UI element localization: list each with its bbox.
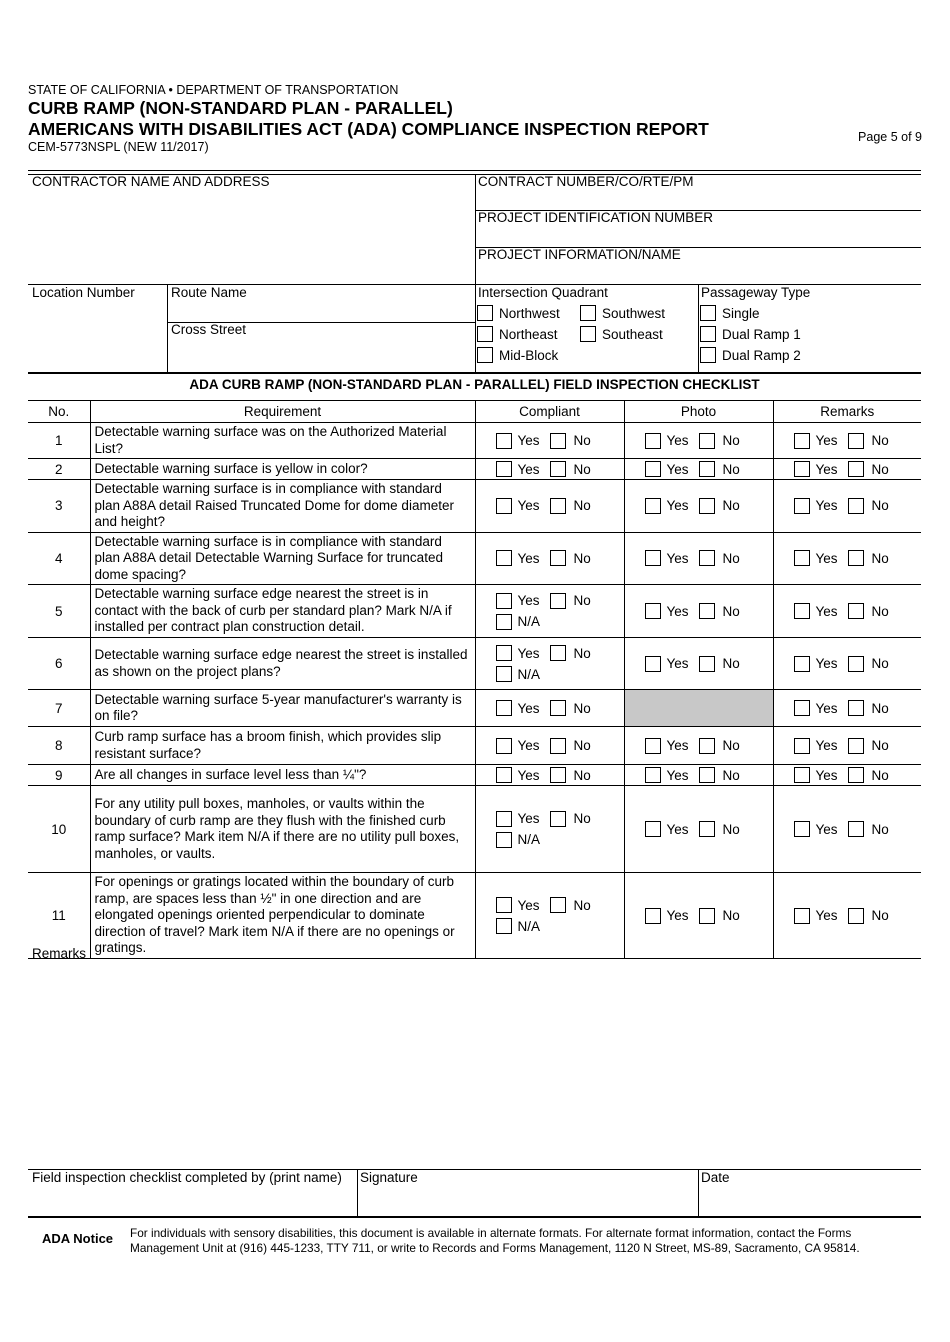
photo-cell [624, 480, 773, 533]
item-7-remarks-yes-no-group [774, 700, 922, 716]
item-3-photo-yes-no-group [625, 498, 773, 514]
item-6-remarks-yes-no-group [774, 656, 922, 672]
item-6-photo-yes-checkbox-icon[interactable] [645, 656, 661, 672]
checklist-body [28, 423, 921, 959]
item-10-compliant-yes-no-na-group [476, 808, 624, 850]
item-5-compliant-na-label: N/A [517, 614, 541, 629]
item-9-compliant-no-checkbox-icon[interactable] [550, 767, 566, 783]
item-6-remarks-no-label: No [871, 656, 889, 671]
item-5-compliant-yes-label: Yes [517, 593, 540, 608]
item-2-photo-no-checkbox-icon[interactable] [699, 461, 715, 477]
item-8-compliant-yes-no-group [476, 738, 624, 754]
item-11-photo-no-checkbox-icon[interactable] [699, 908, 715, 924]
remarks-label: Remarks [32, 946, 87, 961]
item-8-compliant-no-checkbox-icon[interactable] [550, 738, 566, 754]
item-10-remarks-yes-no-group [774, 821, 922, 837]
item-requirement: Detectable warning surface is in compliance with standard plan A88A detail Raised Truncated Dome for dome diameter and height? [90, 480, 475, 533]
passageway-dual-ramp-1-option[interactable]: Dual Ramp 1 [700, 326, 801, 342]
item-7-compliant-yes-no-group [476, 700, 624, 716]
remarks-cell [773, 532, 921, 585]
item-10-remarks-yes-label: Yes [815, 821, 838, 837]
checkbox-icon[interactable] [580, 305, 596, 321]
item-7-remarks-no-label: No [871, 700, 889, 716]
item-2-compliant-yes-label: Yes [517, 461, 540, 477]
item-1-photo-yes-label: Yes [666, 433, 689, 448]
item-7-compliant-no-label: No [573, 700, 591, 716]
item-4-remarks-yes-label: Yes [815, 550, 838, 566]
item-3-compliant-no-checkbox-icon[interactable] [550, 498, 566, 514]
checklist-row [28, 765, 921, 786]
quadrant-northwest-option[interactable]: Northwest [477, 305, 560, 321]
item-requirement: Detectable warning surface was on the Authorized Material List? [90, 423, 475, 459]
checkbox-icon[interactable] [477, 347, 493, 363]
column-header-photo: Photo [624, 401, 773, 423]
item-10-compliant-na-label: N/A [517, 832, 541, 847]
photo-cell [624, 423, 773, 459]
item-11-compliant-no-checkbox-icon[interactable] [550, 897, 566, 913]
item-requirement: Are all changes in surface level less than ¼"? [90, 765, 475, 786]
signoff-divider-2 [698, 1169, 699, 1216]
quadrant-midblock-option[interactable]: Mid-Block [477, 347, 558, 363]
item-7-remarks-no-checkbox-icon[interactable] [848, 700, 864, 716]
item-number: 7 [28, 690, 90, 727]
item-4-photo-yes-checkbox-icon[interactable] [645, 550, 661, 566]
item-number: 9 [28, 765, 90, 786]
quadrant-southeast-option[interactable]: Southeast [580, 326, 663, 342]
item-3-remarks-yes-label: Yes [815, 498, 838, 514]
item-1-compliant-yes-no-group [476, 433, 624, 449]
item-8-remarks-yes-no-group [774, 738, 922, 754]
remarks-cell [773, 765, 921, 786]
item-9-remarks-no-checkbox-icon[interactable] [848, 767, 864, 783]
item-4-remarks-yes-checkbox-icon[interactable] [794, 550, 810, 566]
item-requirement: For openings or gratings located within the boundary of curb ramp, are spaces less than ½" in one direction and are elongated openings oriented perpendicular to dominate direction of travel? Mark item N/A if there are no openings or gratings. [90, 873, 475, 959]
item-5-remarks-yes-label: Yes [815, 603, 838, 619]
item-6-remarks-yes-label: Yes [815, 656, 838, 671]
photo-cell [624, 727, 773, 765]
form-title-line2: AMERICANS WITH DISABILITIES ACT (ADA) COMPLIANCE INSPECTION REPORT [28, 119, 709, 139]
item-9-photo-yes-checkbox-icon[interactable] [645, 767, 661, 783]
item-6-photo-no-checkbox-icon[interactable] [699, 656, 715, 672]
signature-field[interactable]: Signature [360, 1170, 418, 1185]
compliant-cell [475, 480, 624, 533]
item-9-remarks-yes-checkbox-icon[interactable] [794, 767, 810, 783]
checklist-row [28, 423, 921, 459]
item-11-compliant-yes-no-na-group [476, 895, 624, 937]
checkbox-icon[interactable] [700, 347, 716, 363]
checkbox-icon[interactable] [700, 326, 716, 342]
item-1-compliant-no-label: No [573, 433, 591, 448]
checklist-title-rule [28, 372, 921, 374]
item-10-remarks-no-checkbox-icon[interactable] [848, 821, 864, 837]
item-2-compliant-yes-no-group [476, 461, 624, 477]
photo-cell [624, 765, 773, 786]
item-5-remarks-no-label: No [871, 603, 889, 619]
item-9-remarks-yes-label: Yes [815, 767, 838, 783]
item-9-remarks-yes-no-group [774, 767, 922, 783]
item-11-remarks-no-label: No [871, 908, 889, 923]
completed-by-field[interactable]: Field inspection checklist completed by (print name) [32, 1170, 342, 1185]
item-10-photo-yes-no-group [625, 821, 773, 837]
item-1-photo-no-checkbox-icon[interactable] [699, 433, 715, 449]
item-6-photo-yes-no-group [625, 656, 773, 672]
remarks-cell [773, 786, 921, 873]
remarks-cell [773, 690, 921, 727]
item-5-remarks-yes-checkbox-icon[interactable] [794, 603, 810, 619]
item-3-remarks-yes-checkbox-icon[interactable] [794, 498, 810, 514]
item-9-compliant-yes-no-group [476, 767, 624, 783]
item-4-compliant-yes-no-group [476, 550, 624, 566]
item-10-remarks-no-label: No [871, 821, 889, 837]
checklist-row [28, 480, 921, 533]
item-1-remarks-yes-no-group [774, 433, 922, 449]
compliant-cell [475, 459, 624, 480]
item-4-remarks-yes-no-group [774, 550, 922, 566]
item-9-compliant-yes-label: Yes [517, 767, 540, 783]
ada-notice-text: For individuals with sensory disabilities, this document is available in alternate formats. For alternate format information, contact the Forms Management Unit at (916) 445-1233, TTY 711, or write to Records and Forms Management, 1120 N Street, MS-89, Sacramento, CA 95814. [130, 1226, 860, 1255]
quadrant-southwest-option[interactable]: Southwest [580, 305, 665, 321]
item-requirement: Detectable warning surface edge nearest the street is in contact with the back of curb per standard plan? Mark N/A if installed per contract plan construction detail. [90, 585, 475, 638]
ada-notice-title: ADA Notice [42, 1231, 114, 1246]
item-6-remarks-no-checkbox-icon[interactable] [848, 656, 864, 672]
item-4-photo-yes-no-group [625, 550, 773, 566]
item-2-compliant-yes-checkbox-icon[interactable] [496, 461, 512, 477]
item-2-remarks-yes-no-group [774, 461, 922, 477]
column-header-compliant: Compliant [475, 401, 624, 423]
item-number: 6 [28, 638, 90, 690]
item-2-photo-yes-no-group [625, 461, 773, 477]
item-3-photo-yes-checkbox-icon[interactable] [645, 498, 661, 514]
location-number-field[interactable]: Location Number [32, 285, 135, 300]
item-6-compliant-no-label: No [573, 645, 591, 661]
item-6-compliant-na-checkbox-icon[interactable] [496, 666, 512, 682]
item-1-photo-no-label: No [722, 433, 740, 448]
item-5-photo-no-checkbox-icon[interactable] [699, 603, 715, 619]
passageway-divider [698, 284, 699, 373]
item-5-photo-yes-no-group [625, 603, 773, 619]
contract-number-field[interactable]: CONTRACT NUMBER/CO/RTE/PM [478, 174, 694, 189]
remarks-cell [773, 638, 921, 690]
item-5-compliant-na-checkbox-icon[interactable] [496, 614, 512, 630]
item-10-compliant-no-label: No [573, 811, 591, 826]
item-11-remarks-yes-checkbox-icon[interactable] [794, 908, 810, 924]
item-10-photo-yes-label: Yes [666, 821, 689, 837]
passageway-single-option[interactable]: Single [700, 305, 760, 321]
photo-cell [624, 638, 773, 690]
item-11-photo-yes-label: Yes [666, 908, 689, 923]
item-3-compliant-yes-label: Yes [517, 498, 540, 514]
item-8-photo-no-label: No [722, 738, 740, 753]
item-9-compliant-yes-checkbox-icon[interactable] [496, 767, 512, 783]
item-10-photo-no-label: No [722, 821, 740, 837]
item-11-compliant-na-checkbox-icon[interactable] [496, 918, 512, 934]
item-2-photo-no-label: No [722, 461, 740, 477]
item-11-remarks-yes-no-group [774, 908, 922, 924]
item-3-remarks-no-checkbox-icon[interactable] [848, 498, 864, 514]
item-1-remarks-no-label: No [871, 433, 889, 448]
remarks-cell [773, 585, 921, 638]
notice-rule [28, 1216, 921, 1218]
item-11-photo-yes-checkbox-icon[interactable] [645, 908, 661, 924]
item-8-compliant-no-label: No [573, 738, 591, 753]
column-header-no: No. [28, 401, 90, 423]
item-9-photo-no-checkbox-icon[interactable] [699, 767, 715, 783]
item-2-remarks-yes-checkbox-icon[interactable] [794, 461, 810, 477]
item-1-remarks-yes-label: Yes [815, 433, 838, 448]
compliant-cell [475, 765, 624, 786]
cross-street-field[interactable]: Cross Street [171, 322, 247, 337]
item-6-compliant-no-checkbox-icon[interactable] [550, 645, 566, 661]
item-4-compliant-yes-checkbox-icon[interactable] [496, 550, 512, 566]
compliant-cell [475, 690, 624, 727]
item-1-compliant-yes-checkbox-icon[interactable] [496, 433, 512, 449]
remarks-cell [773, 459, 921, 480]
item-5-photo-yes-checkbox-icon[interactable] [645, 603, 661, 619]
intersection-quadrant-label: Intersection Quadrant [478, 285, 608, 300]
item-2-photo-yes-checkbox-icon[interactable] [645, 461, 661, 477]
item-8-remarks-yes-checkbox-icon[interactable] [794, 738, 810, 754]
item-6-remarks-yes-checkbox-icon[interactable] [794, 656, 810, 672]
checklist-row [28, 690, 921, 727]
item-8-remarks-no-label: No [871, 738, 889, 753]
compliant-cell [475, 727, 624, 765]
page-number: Page 5 of 9 [858, 130, 922, 144]
checklist-header-row [28, 401, 921, 423]
item-6-compliant-yes-label: Yes [517, 645, 540, 661]
item-6-compliant-na-label: N/A [517, 666, 541, 682]
item-11-compliant-no-label: No [573, 897, 591, 913]
item-10-remarks-yes-checkbox-icon[interactable] [794, 821, 810, 837]
photo-cell [624, 585, 773, 638]
compliant-cell [475, 585, 624, 638]
item-requirement: Curb ramp surface has a broom finish, which provides slip resistant surface? [90, 727, 475, 765]
item-9-remarks-no-label: No [871, 767, 889, 783]
remarks-cell [773, 423, 921, 459]
photo-cell [624, 786, 773, 873]
item-7-compliant-no-checkbox-icon[interactable] [550, 700, 566, 716]
item-9-photo-yes-label: Yes [666, 767, 689, 783]
item-10-compliant-yes-checkbox-icon[interactable] [496, 811, 512, 827]
item-requirement: Detectable warning surface 5-year manufacturer's warranty is on file? [90, 690, 475, 727]
item-requirement: Detectable warning surface is in compliance with standard plan A88A detail Detectable Warning Surface for truncated dome spacing? [90, 532, 475, 585]
item-5-remarks-no-checkbox-icon[interactable] [848, 603, 864, 619]
column-header-remarks: Remarks [773, 401, 921, 423]
contractor-name-address-field[interactable]: CONTRACTOR NAME AND ADDRESS [32, 174, 270, 189]
photo-cell [624, 532, 773, 585]
item-11-photo-yes-no-group [625, 908, 773, 924]
item-8-photo-no-checkbox-icon[interactable] [699, 738, 715, 754]
item-5-remarks-yes-no-group [774, 603, 922, 619]
column-header-requirement: Requirement [90, 401, 475, 423]
item-11-compliant-yes-label: Yes [517, 897, 540, 913]
item-6-photo-yes-label: Yes [666, 656, 689, 671]
item-3-remarks-yes-no-group [774, 498, 922, 514]
item-4-photo-no-label: No [722, 550, 740, 566]
item-5-photo-no-label: No [722, 603, 740, 619]
item-3-photo-no-label: No [722, 498, 740, 514]
item-7-compliant-yes-label: Yes [517, 700, 540, 716]
form-number: CEM-5773NSPL (NEW 11/2017) [28, 140, 209, 154]
item-3-remarks-no-label: No [871, 498, 889, 514]
item-10-compliant-na-checkbox-icon[interactable] [496, 832, 512, 848]
item-9-compliant-no-label: No [573, 767, 591, 783]
passageway-type-label: Passageway Type [701, 285, 811, 300]
checklist-row [28, 873, 921, 959]
item-2-compliant-no-label: No [573, 461, 591, 477]
item-1-compliant-no-checkbox-icon[interactable] [550, 433, 566, 449]
item-10-compliant-no-checkbox-icon[interactable] [550, 811, 566, 827]
item-8-compliant-yes-label: Yes [517, 738, 540, 753]
photo-cell [624, 459, 773, 480]
remarks-cell [773, 873, 921, 959]
passageway-dual-ramp-2-option[interactable]: Dual Ramp 2 [700, 347, 801, 363]
item-8-photo-yes-checkbox-icon[interactable] [645, 738, 661, 754]
item-3-compliant-yes-no-group [476, 498, 624, 514]
item-number: 3 [28, 480, 90, 533]
remarks-cell [773, 727, 921, 765]
item-9-photo-yes-no-group [625, 767, 773, 783]
top-rule-1 [28, 170, 921, 171]
item-requirement: Detectable warning surface edge nearest the street is installed as shown on the project plans? [90, 638, 475, 690]
item-4-compliant-yes-label: Yes [517, 550, 540, 566]
item-1-compliant-yes-label: Yes [517, 433, 540, 448]
checklist-row [28, 459, 921, 480]
item-11-compliant-na-label: N/A [517, 918, 541, 934]
form-header [28, 83, 928, 155]
checkbox-icon[interactable] [477, 326, 493, 342]
checklist-row [28, 786, 921, 873]
item-6-photo-no-label: No [722, 656, 740, 671]
item-3-compliant-no-label: No [573, 498, 591, 514]
item-number: 1 [28, 423, 90, 459]
inspection-checklist-table [28, 400, 921, 959]
date-field[interactable]: Date [701, 1170, 730, 1185]
item-8-compliant-yes-checkbox-icon[interactable] [496, 738, 512, 754]
item-number: 4 [28, 532, 90, 585]
item-9-photo-no-label: No [722, 767, 740, 783]
item-7-compliant-yes-checkbox-icon[interactable] [496, 700, 512, 716]
item-1-remarks-yes-checkbox-icon[interactable] [794, 433, 810, 449]
item-2-remarks-no-checkbox-icon[interactable] [848, 461, 864, 477]
item-1-remarks-no-checkbox-icon[interactable] [848, 433, 864, 449]
item-number: 2 [28, 459, 90, 480]
project-id-field[interactable]: PROJECT IDENTIFICATION NUMBER [478, 210, 714, 225]
compliant-cell [475, 638, 624, 690]
item-requirement: For any utility pull boxes, manholes, or vaults within the boundary of curb ramp are they flush with the finished curb ramp surface? Mark item N/A if there are no utility pull boxes, manholes, or vaults. [90, 786, 475, 873]
item-5-compliant-no-label: No [573, 593, 591, 608]
compliant-cell [475, 423, 624, 459]
info-divider-vertical [475, 174, 476, 373]
form-title-line1: CURB RAMP (NON-STANDARD PLAN - PARALLEL) [28, 98, 453, 118]
checklist-row [28, 727, 921, 765]
item-10-photo-no-checkbox-icon[interactable] [699, 821, 715, 837]
remarks-cell [773, 480, 921, 533]
item-2-compliant-no-checkbox-icon[interactable] [550, 461, 566, 477]
item-5-photo-yes-label: Yes [666, 603, 689, 619]
location-divider [167, 284, 168, 373]
item-4-photo-no-checkbox-icon[interactable] [699, 550, 715, 566]
quadrant-northeast-option[interactable]: Northeast [477, 326, 558, 342]
item-4-remarks-no-checkbox-icon[interactable] [848, 550, 864, 566]
item-7-remarks-yes-checkbox-icon[interactable] [794, 700, 810, 716]
item-3-photo-yes-label: Yes [666, 498, 689, 514]
item-10-compliant-yes-label: Yes [517, 811, 540, 826]
item-4-compliant-no-checkbox-icon[interactable] [550, 550, 566, 566]
item-5-compliant-no-checkbox-icon[interactable] [550, 593, 566, 609]
item-3-photo-no-checkbox-icon[interactable] [699, 498, 715, 514]
compliant-cell [475, 873, 624, 959]
photo-cell-not-applicable [624, 690, 773, 727]
compliant-cell [475, 786, 624, 873]
item-number: 5 [28, 585, 90, 638]
item-5-compliant-yes-no-na-group [476, 590, 624, 632]
agency-name: STATE OF CALIFORNIA • DEPARTMENT OF TRANSPORTATION [28, 83, 399, 97]
item-4-compliant-no-label: No [573, 550, 591, 566]
item-11-remarks-no-checkbox-icon[interactable] [848, 908, 864, 924]
item-2-remarks-no-label: No [871, 461, 889, 477]
photo-cell [624, 873, 773, 959]
item-4-remarks-no-label: No [871, 550, 889, 566]
item-requirement: Detectable warning surface is yellow in color? [90, 459, 475, 480]
checkbox-icon[interactable] [580, 326, 596, 342]
item-1-photo-yes-no-group [625, 433, 773, 449]
item-10-photo-yes-checkbox-icon[interactable] [645, 821, 661, 837]
compliant-cell [475, 532, 624, 585]
item-4-photo-yes-label: Yes [666, 550, 689, 566]
item-11-photo-no-label: No [722, 908, 740, 923]
item-3-compliant-yes-checkbox-icon[interactable] [496, 498, 512, 514]
item-8-remarks-no-checkbox-icon[interactable] [848, 738, 864, 754]
item-1-photo-yes-checkbox-icon[interactable] [645, 433, 661, 449]
item-2-photo-yes-label: Yes [666, 461, 689, 477]
item-7-remarks-yes-label: Yes [815, 700, 838, 716]
item-8-photo-yes-label: Yes [666, 738, 689, 753]
item-6-compliant-yes-no-na-group [476, 643, 624, 685]
item-11-compliant-yes-checkbox-icon[interactable] [496, 897, 512, 913]
checklist-row [28, 532, 921, 585]
item-8-photo-yes-no-group [625, 738, 773, 754]
project-info-field[interactable]: PROJECT INFORMATION/NAME [478, 247, 681, 262]
checklist-row [28, 638, 921, 690]
item-2-remarks-yes-label: Yes [815, 461, 838, 477]
route-name-field[interactable]: Route Name [171, 285, 247, 300]
item-5-compliant-yes-checkbox-icon[interactable] [496, 593, 512, 609]
item-number: 8 [28, 727, 90, 765]
checklist-row [28, 585, 921, 638]
item-11-remarks-yes-label: Yes [815, 908, 838, 923]
signoff-divider-1 [357, 1169, 358, 1216]
checkbox-icon[interactable] [700, 305, 716, 321]
item-number: 10 [28, 786, 90, 873]
item-6-compliant-yes-checkbox-icon[interactable] [496, 645, 512, 661]
checklist-title: ADA CURB RAMP (NON-STANDARD PLAN - PARALLEL) FIELD INSPECTION CHECKLIST [189, 377, 760, 392]
checkbox-icon[interactable] [477, 305, 493, 321]
item-8-remarks-yes-label: Yes [815, 738, 838, 753]
item-number: 11 [28, 873, 90, 959]
